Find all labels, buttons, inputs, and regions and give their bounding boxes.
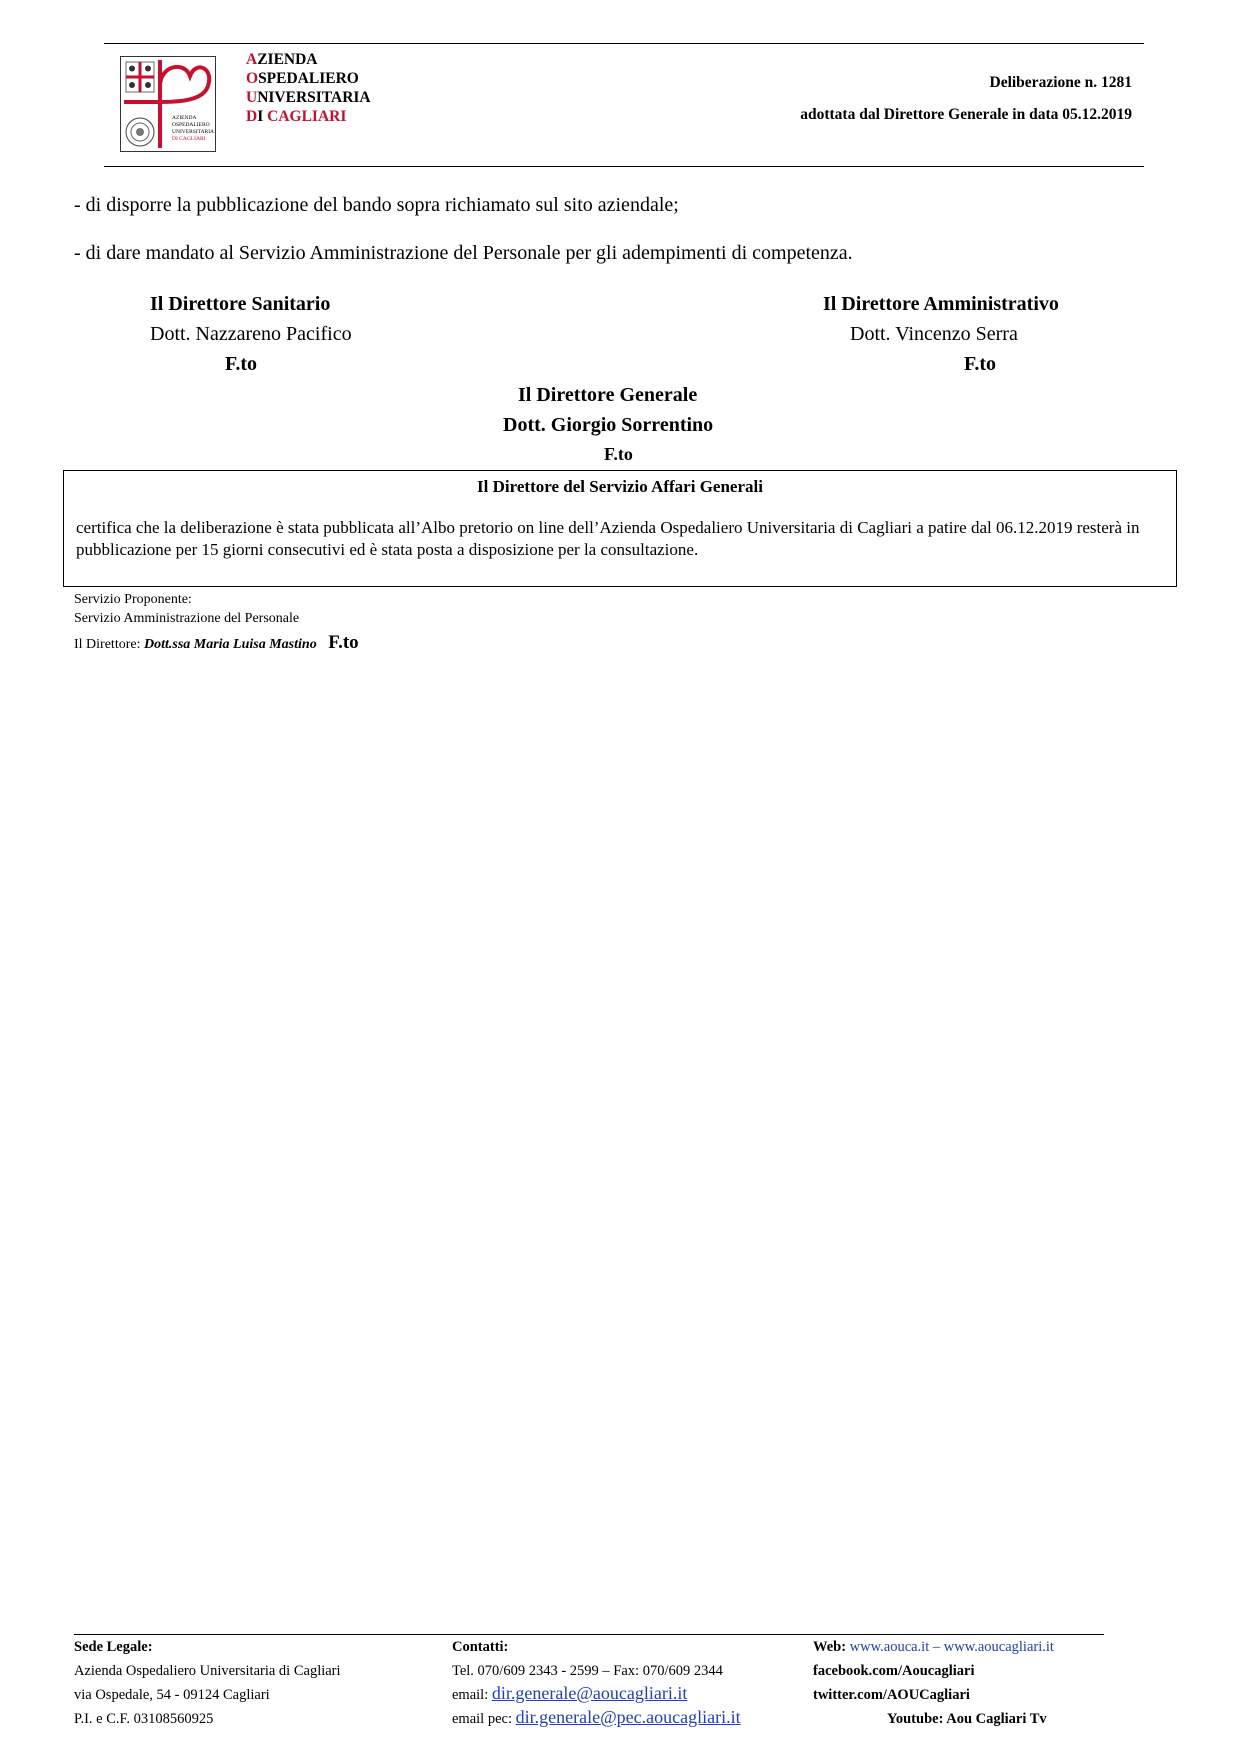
svg-text:DI CAGLIARI: DI CAGLIARI [172,136,206,142]
email-link[interactable]: dir.generale@aoucagliari.it [491,1683,688,1703]
publication-certificate [63,470,1177,587]
amministrativo-name: Dott. Vincenzo Serra [850,323,1018,345]
sanitario-name: Dott. Nazzareno Pacifico [150,323,352,345]
generale-fto: F.to [604,444,633,464]
footer-facebook[interactable]: facebook.com/Aoucagliari [813,1663,975,1679]
footer-youtube[interactable]: Youtube: Aou Cagliari Tv [887,1711,1047,1727]
generale-title: Il Direttore Generale [518,384,698,406]
proponent-service: Servizio Amministrazione del Personale [74,611,300,626]
footer-sede-title: Sede Legale: [74,1639,153,1655]
svg-text:UNIVERSITARIA: UNIVERSITARIA [172,129,215,135]
sanitario-fto: F.to [225,353,258,375]
amministrativo-title: Il Direttore Amministrativo [823,293,1059,315]
header-bottom-rule [104,166,1144,167]
footer-tel: Tel. 070/609 2343 - 2599 – Fax: 070/609 2344 [452,1663,723,1679]
deliberation-number: Deliberazione n. 1281 [989,74,1132,91]
adoption-date: adottata dal Direttore Generale in data 05.12.2019 [800,106,1132,123]
footer-twitter[interactable]: twitter.com/AOUCagliari [813,1687,970,1703]
generale-name: Dott. Giorgio Sorrentino [503,414,714,436]
org-name-line-3: UNIVERSITARIA [246,89,371,106]
body-paragraph-2: - di dare mandato al Servizio Amministrazione del Personale per gli adempimenti di competenza. [74,242,853,264]
footer-rule [74,1634,1104,1635]
certificate-title: Il Direttore del Servizio Affari Generali [477,477,763,496]
site-link-2[interactable]: www.aoucagliari.it [943,1639,1054,1655]
org-name-line-4: DI CAGLIARI [246,108,347,125]
footer-contatti-title: Contatti: [452,1639,509,1655]
svg-text:OSPEDALIERO: OSPEDALIERO [172,122,210,128]
site-link-1[interactable]: www.aouca.it [849,1639,930,1655]
university-seal-icon [126,118,154,146]
footer-email: email: dir.generale@aoucagliari.it [452,1683,688,1703]
proponent-director: Il Direttore: Dott.ssa Maria Luisa Mastino F.to [74,632,359,653]
org-name-line-1: AZIENDA [246,51,318,68]
svg-text:AZIENDA: AZIENDA [172,115,197,121]
body-paragraph-1: - di disporre la pubblicazione del bando sopra richiamato sul sito aziendale; [74,194,679,216]
footer-web: Web: www.aouca.it – www.aoucagliari.it [813,1639,1054,1655]
sanitario-title: Il Direttore Sanitario [150,293,331,315]
footer-pec: email pec: dir.generale@pec.aoucagliari.it [452,1707,741,1727]
header-top-rule [104,43,1144,44]
footer-sede-line-2: via Ospedale, 54 - 09124 Cagliari [74,1687,270,1703]
proponent-label: Servizio Proponente: [74,592,192,607]
footer-sede-line-3: P.I. e C.F. 03108560925 [74,1711,214,1727]
amministrativo-fto: F.to [964,353,997,375]
sardinia-flag-icon [126,62,154,92]
footer-sede-line-1: Azienda Ospedaliero Universitaria di Cagliari [74,1663,341,1679]
certificate-text: certifica che la deliberazione è stata pubblicata all’Albo pretorio on line dell’Azienda Ospedaliero Universitaria di Cagliari a patire dal 06.12.2019 resterà in pubblicazione per 15 giorni consecutivi ed è stata posta a disposizione per la consultazione. [76,518,1140,559]
hospital-logo [120,56,216,152]
pec-email-link[interactable]: dir.generale@pec.aoucagliari.it [515,1707,741,1727]
org-name-line-2: OSPEDALIERO [246,70,359,87]
